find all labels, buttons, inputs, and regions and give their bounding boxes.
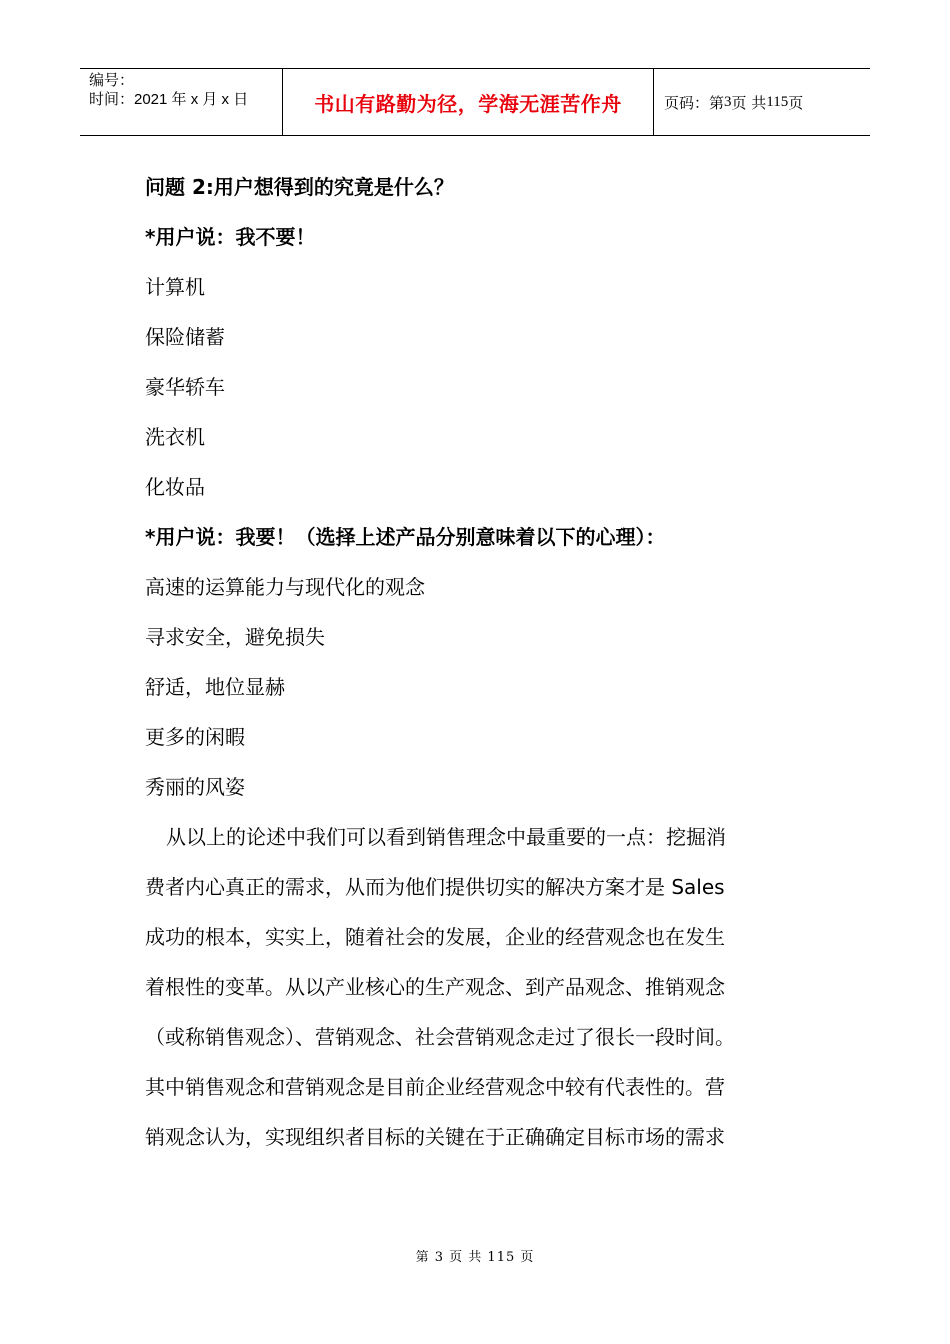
page-current: 3	[724, 93, 732, 110]
list-item: 保险储蓄	[145, 325, 225, 349]
paragraph-line: 其中销售观念和营销观念是目前企业经营观念中较有代表性的。营	[145, 1075, 725, 1099]
page-prefix: 页码：第	[664, 93, 725, 112]
header-page-cell	[654, 69, 870, 135]
question-title: 问题 2:用户想得到的究竟是什么？	[145, 175, 454, 199]
user-says-no-heading: *用户说：我不要！	[145, 225, 316, 249]
list-item: 舒适，地位显赫	[145, 675, 285, 699]
document-number-label: 编号：	[89, 72, 135, 89]
list-item: 更多的闲暇	[145, 725, 245, 749]
header-motto: 书山有路勤为径，学海无涯苦作舟	[314, 91, 622, 116]
header-info-cell	[80, 69, 283, 135]
page-total: 115	[766, 93, 789, 110]
user-says-yes-heading: *用户说：我要！（选择上述产品分别意味着以下的心理）：	[145, 525, 666, 549]
paragraph-line: 费者内心真正的需求，从而为他们提供切实的解决方案才是 Sales	[145, 875, 725, 899]
list-item: 计算机	[145, 275, 205, 299]
list-item: 寻求安全，避免损失	[145, 625, 325, 649]
paragraph-line: 着根性的变革。从以产业核心的生产观念、到产品观念、推销观念	[145, 975, 725, 999]
paragraph-line: 销观念认为，实现组织者目标的关键在于正确确定目标市场的需求	[145, 1125, 725, 1149]
document-body	[145, 162, 825, 1162]
page-footer: 第 3 页 共 115 页	[415, 1250, 535, 1265]
paragraph-line: （或称销售观念）、营销观念、社会营销观念走过了很长一段时间。	[145, 1025, 735, 1049]
header-motto-cell	[283, 69, 654, 135]
paragraph-line: 成功的根本，实实上，随着社会的发展，企业的经营观念也在发生	[145, 925, 725, 949]
page-suffix: 页	[788, 93, 804, 112]
document-date-label: 时间：2021 年 x 月 x 日	[89, 91, 249, 108]
list-item: 秀丽的风姿	[145, 775, 245, 799]
page-mid: 页 共	[731, 93, 767, 112]
body-paragraph	[145, 812, 825, 1162]
list-item: 化妆品	[145, 475, 205, 499]
page-header	[80, 68, 870, 136]
list-item: 高速的运算能力与现代化的观念	[145, 575, 425, 599]
list-item: 豪华轿车	[145, 375, 225, 399]
list-item: 洗衣机	[145, 425, 205, 449]
paragraph-line: 从以上的论述中我们可以看到销售理念中最重要的一点：挖掘消	[166, 825, 726, 849]
